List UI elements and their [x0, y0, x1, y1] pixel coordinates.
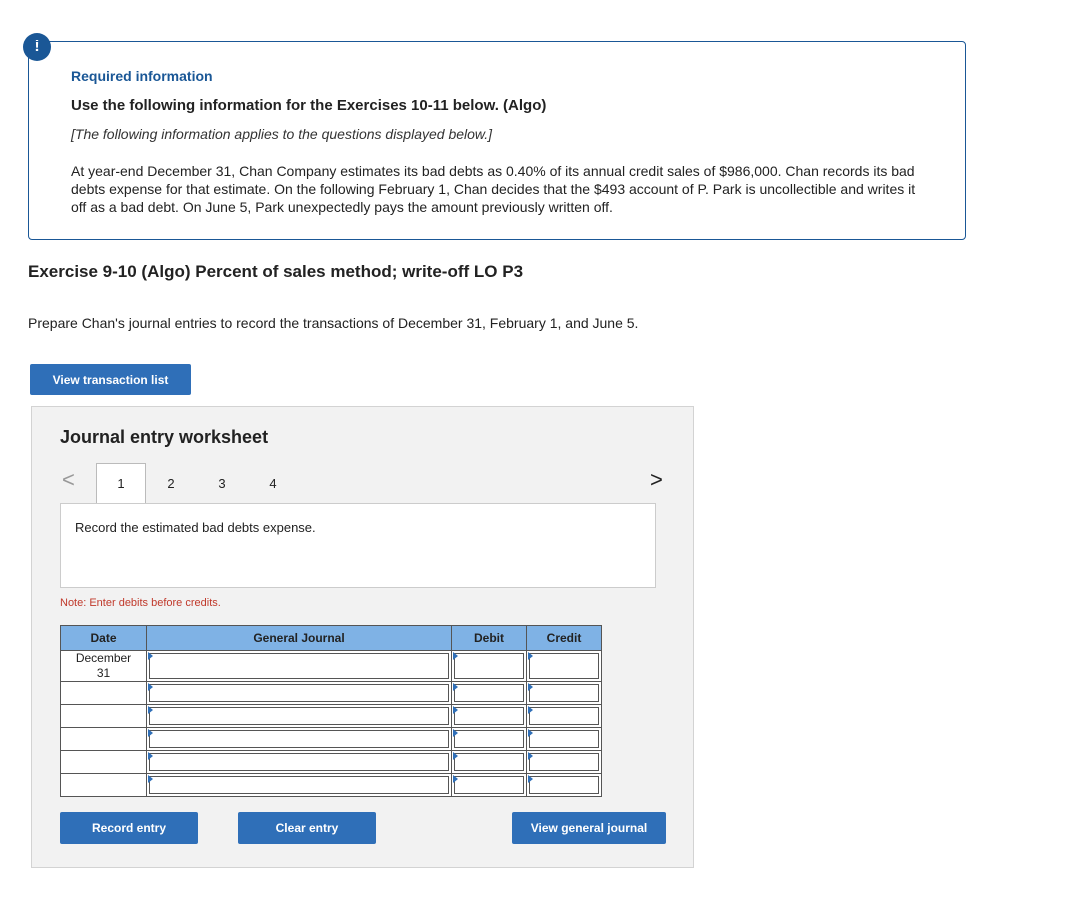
dropdown-indicator-icon	[148, 683, 153, 691]
task-description: Record the estimated bad debts expense.	[75, 520, 316, 535]
debits-before-credits-note: Note: Enter debits before credits.	[60, 597, 221, 609]
date-cell[interactable]	[61, 728, 147, 751]
clear-entry-button[interactable]: Clear entry	[238, 812, 376, 844]
tab-4[interactable]: 4	[269, 475, 277, 491]
required-information-title: Required information	[71, 68, 213, 84]
credit-input[interactable]	[527, 651, 602, 682]
credit-input[interactable]	[527, 682, 602, 705]
dropdown-indicator-icon	[528, 683, 533, 691]
date-line: December	[75, 651, 132, 665]
dropdown-indicator-icon	[148, 652, 153, 660]
date-cell[interactable]	[61, 774, 147, 797]
date-cell	[61, 651, 147, 682]
account-input[interactable]	[147, 651, 452, 682]
dropdown-indicator-icon	[148, 706, 153, 714]
worksheet-title: Journal entry worksheet	[60, 427, 269, 447]
table-row	[61, 774, 602, 797]
account-input[interactable]	[147, 751, 452, 774]
credit-input[interactable]	[527, 774, 602, 797]
dropdown-indicator-icon	[453, 729, 458, 737]
date-line: 31	[96, 666, 111, 680]
journal-entry-worksheet	[31, 406, 694, 868]
dropdown-indicator-icon	[528, 652, 533, 660]
tab-1[interactable]: 1	[96, 463, 146, 503]
date-cell[interactable]	[61, 682, 147, 705]
tab-3[interactable]: 3	[218, 475, 226, 491]
credit-input[interactable]	[527, 728, 602, 751]
dropdown-indicator-icon	[528, 752, 533, 760]
column-header-credit: Credit	[527, 626, 602, 651]
dropdown-indicator-icon	[148, 752, 153, 760]
debit-input[interactable]	[452, 682, 527, 705]
required-information-box	[28, 41, 966, 240]
view-general-journal-button[interactable]: View general journal	[512, 812, 666, 844]
debit-input[interactable]	[452, 751, 527, 774]
debit-input[interactable]	[452, 705, 527, 728]
column-header-debit: Debit	[452, 626, 527, 651]
exercise-title: Exercise 9-10 (Algo) Percent of sales method; write-off LO P3	[28, 262, 524, 281]
debit-input[interactable]	[452, 774, 527, 797]
exercise-instructions: Prepare Chan's journal entries to record the transactions of December 31, February 1, and June 5.	[28, 315, 639, 331]
dropdown-indicator-icon	[453, 683, 458, 691]
account-input[interactable]	[147, 705, 452, 728]
chevron-right-icon[interactable]: >	[650, 467, 663, 492]
chevron-left-icon[interactable]: <	[62, 467, 75, 492]
table-row	[61, 682, 602, 705]
account-input[interactable]	[147, 774, 452, 797]
table-row	[61, 705, 602, 728]
column-header-general-journal: General Journal	[147, 626, 452, 651]
date-cell[interactable]	[61, 705, 147, 728]
dropdown-indicator-icon	[453, 752, 458, 760]
use-information-heading: Use the following information for the Exercises 10-11 below. (Algo)	[71, 97, 547, 114]
applies-note: [The following information applies to the questions displayed below.]	[71, 126, 493, 142]
dropdown-indicator-icon	[528, 706, 533, 714]
dropdown-indicator-icon	[528, 729, 533, 737]
view-transaction-list-button[interactable]: View transaction list	[30, 364, 191, 395]
dropdown-indicator-icon	[453, 775, 458, 783]
journal-table	[60, 625, 602, 797]
account-input[interactable]	[147, 728, 452, 751]
dropdown-indicator-icon	[148, 775, 153, 783]
dropdown-indicator-icon	[148, 729, 153, 737]
dropdown-indicator-icon	[453, 652, 458, 660]
table-row	[61, 651, 602, 682]
debit-input[interactable]	[452, 728, 527, 751]
table-row	[61, 751, 602, 774]
scenario-text: At year-end December 31, Chan Company estimates its bad debts as 0.40% of its annual credit sales of $986,000. Chan records its bad debts expense for that estimate. On the following February 1, Chan decides that the $493 account of P. Park is uncollectible and writes it off as a bad debt. On June 5, Park unexpectedly pays the amount previously written off.	[71, 163, 916, 215]
task-description-box	[60, 503, 656, 588]
dropdown-indicator-icon	[453, 706, 458, 714]
date-cell[interactable]	[61, 751, 147, 774]
debit-input[interactable]	[452, 651, 527, 682]
record-entry-button[interactable]: Record entry	[60, 812, 198, 844]
column-header-date: Date	[61, 626, 147, 651]
table-row	[61, 728, 602, 751]
tab-2[interactable]: 2	[167, 475, 175, 491]
dropdown-indicator-icon	[528, 775, 533, 783]
credit-input[interactable]	[527, 705, 602, 728]
exclamation-icon: !	[23, 33, 51, 61]
credit-input[interactable]	[527, 751, 602, 774]
account-input[interactable]	[147, 682, 452, 705]
